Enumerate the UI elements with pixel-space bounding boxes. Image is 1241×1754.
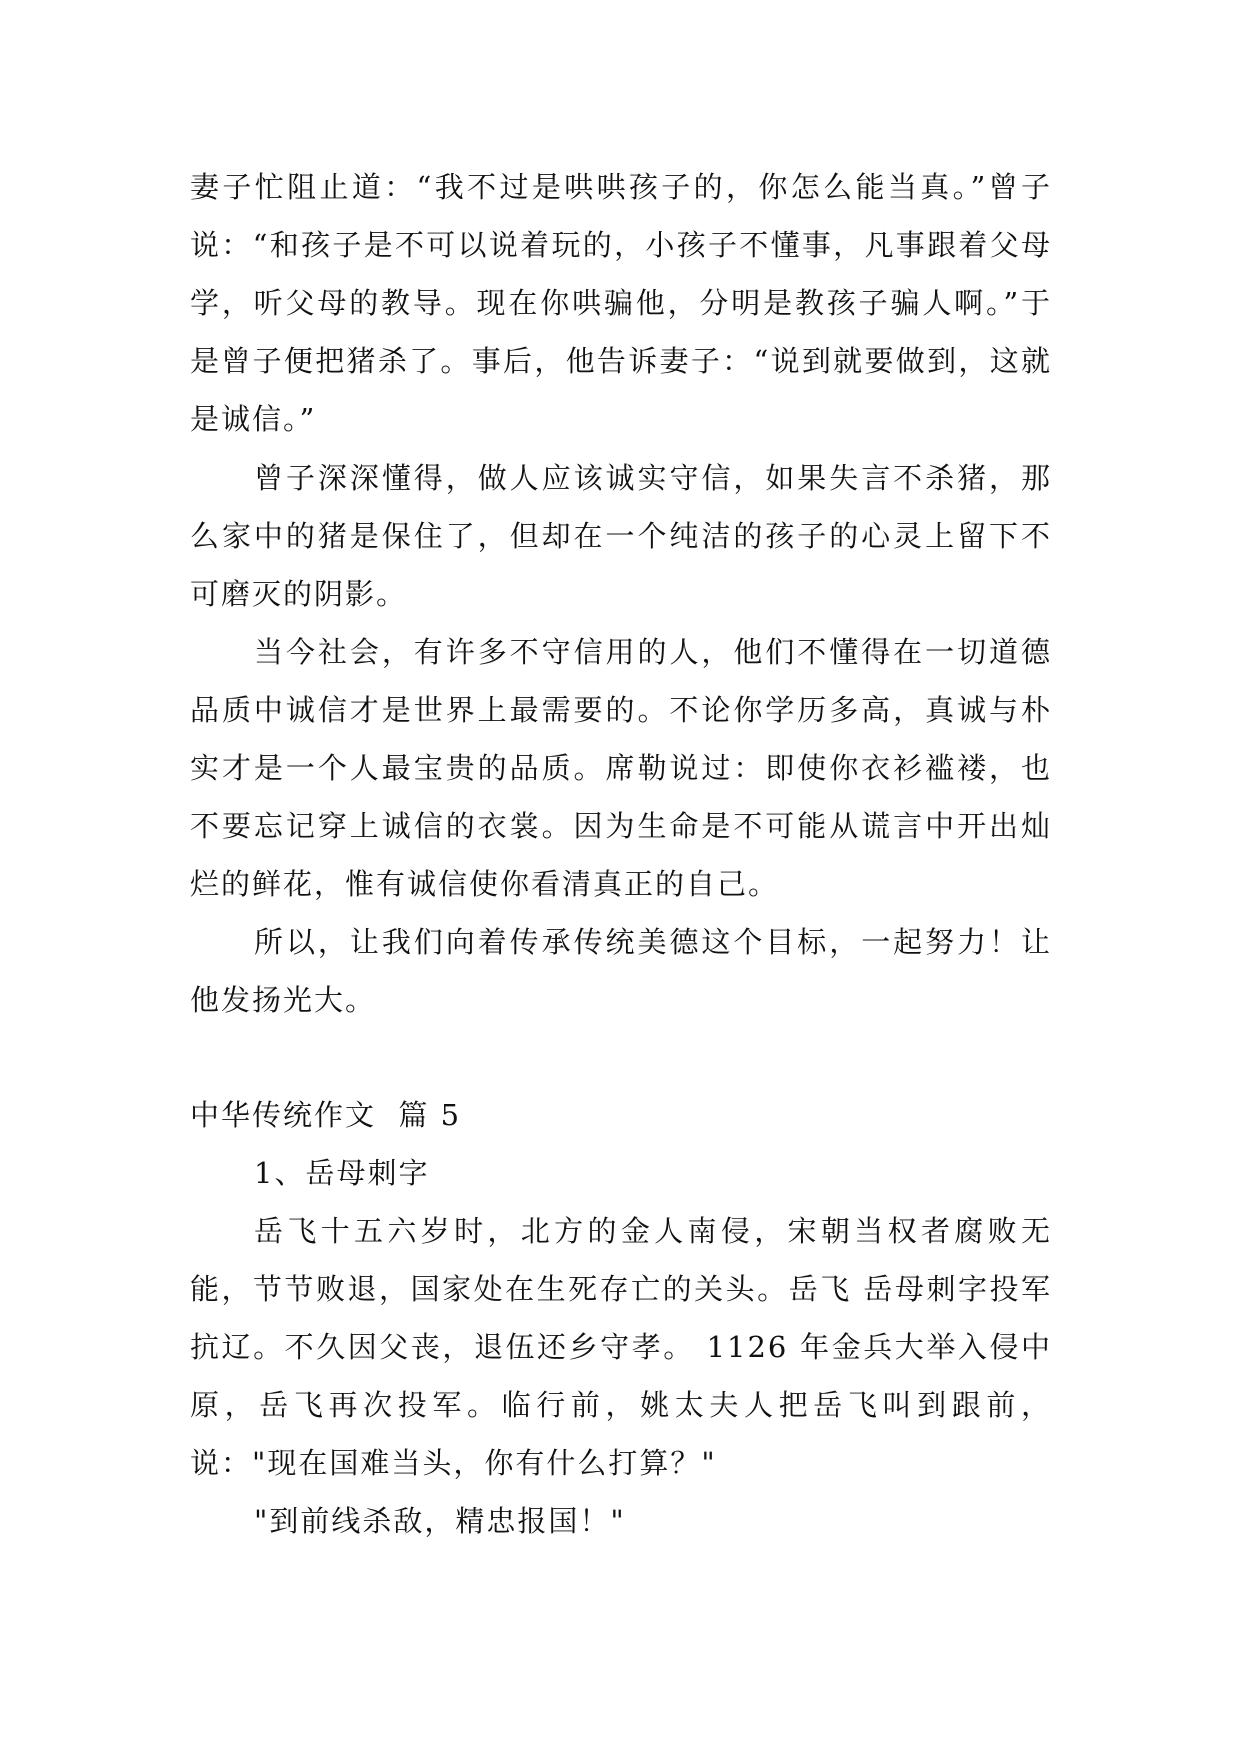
paragraph-zengzi-dialogue: 妻子忙阻止道：“我不过是哄哄孩子的，你怎么能当真。”曾子说：“和孩子是不可以说着玩的，小孩子不懂事，凡事跟着父母学，听父母的教导。现在你哄骗他，分明是教孩子骗人啊。”于是曾子便把猪杀了。事后，他告诉妻子：“说到就要做到，这就是诚信。”	[190, 170, 1052, 436]
section-title: 中华传统作文 篇 5	[190, 1098, 462, 1132]
paragraph-yuefei-reply: "到前线杀敌，精忠报国！"	[254, 1504, 626, 1538]
paragraph-conclusion: 所以，让我们向着传承传统美德这个目标，一起努力！让他发扬光大。	[190, 925, 1052, 1017]
paragraph-yuefei-story: 岳飞十五六岁时，北方的金人南侵，宋朝当权者腐败无能，节节败退，国家处在生死存亡的关头。岳飞 岳母刺字投军抗辽。不久因父丧，退伍还乡守孝。 1126 年金兵大举入侵中原，岳飞再次投军。临行前，姚太夫人把岳飞叫到跟前，说："现在国难当头，你有什么打算？"	[190, 1214, 1052, 1480]
paragraph-zengzi-understanding: 曾子深深懂得，做人应该诚实守信，如果失言不杀猪，那么家中的猪是保住了，但却在一个纯洁的孩子的心灵上留下不可磨灭的阴影。	[190, 461, 1052, 611]
subsection-heading: 1、岳母刺字	[254, 1156, 430, 1190]
paragraph-modern-society: 当今社会，有许多不守信用的人，他们不懂得在一切道德品质中诚信才是世界上最需要的。不论你学历多高，真诚与朴实才是一个人最宝贵的品质。席勒说过：即使你衣衫褴褛，也不要忘记穿上诚信的衣裳。因为生命是不可能从谎言中开出灿烂的鲜花，惟有诚信使你看清真正的自己。	[190, 635, 1052, 901]
